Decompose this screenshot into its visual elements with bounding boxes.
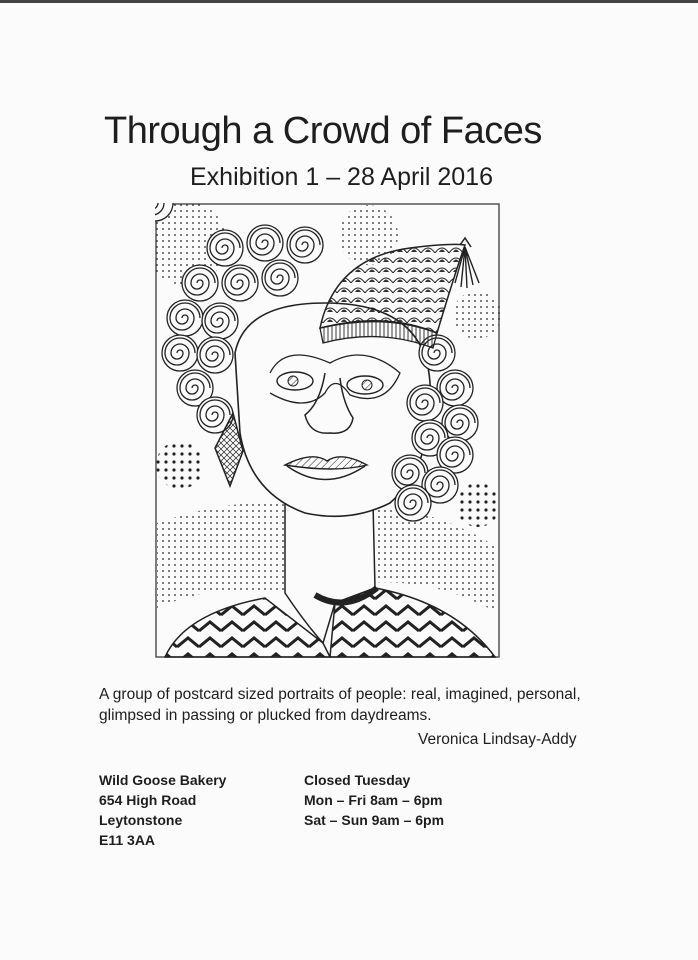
hours-line: Sat – Sun 9am – 6pm [304,812,445,828]
right-pupil [362,380,372,390]
address-line: E11 3AA [99,832,156,848]
description-line: glimpsed in passing or plucked from daydreams. [99,707,432,724]
left-pupil [288,376,298,386]
opening-hours [304,770,444,830]
dot-cluster [453,291,500,339]
hours-line: Mon – Fri 8am – 6pm [304,792,443,808]
description-line: A group of postcard sized portraits of people: real, imagined, personal, [99,686,581,703]
address-line: Leytonstone [99,812,183,828]
exhibition-description [99,684,589,726]
exhibition-dates: Exhibition 1 – 28 April 2016 [190,163,493,191]
artist-name: Veronica Lindsay-Addy [418,731,577,748]
scan-top-edge [0,0,698,3]
poster-title: Through a Crowd of Faces [104,110,542,152]
dot-cluster [156,441,204,489]
portrait-artwork [155,203,500,658]
address-line: Wild Goose Bakery [99,772,227,788]
address-line: 654 High Road [99,792,197,808]
venue-address [99,770,226,850]
dot-cluster [456,483,500,527]
hours-line: Closed Tuesday [304,772,411,788]
